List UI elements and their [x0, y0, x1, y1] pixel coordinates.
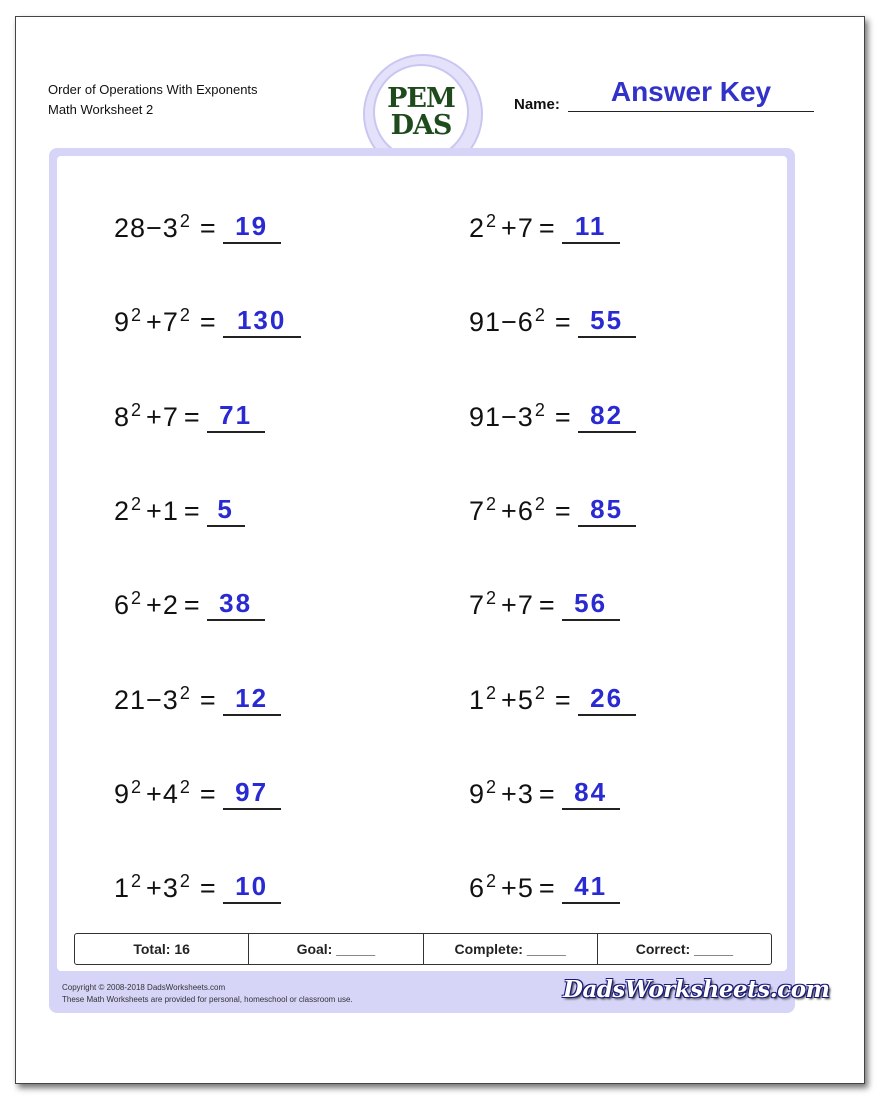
term: +7 [501, 213, 534, 243]
problem-8 [469, 487, 636, 527]
exponent: 2 [486, 588, 498, 608]
problem-12 [469, 676, 636, 716]
exponent: 2 [131, 400, 143, 420]
problem-14 [469, 770, 620, 810]
answer-blank[interactable]: 71 [207, 400, 265, 433]
equals-sign: = [538, 213, 556, 243]
equals-sign: = [183, 590, 201, 620]
exponent: 2 [131, 777, 143, 797]
name-value: Answer Key [610, 76, 772, 107]
goal-cell: Goal: _____ [249, 934, 423, 964]
term: 6 [114, 590, 131, 620]
equals-sign: = [554, 685, 572, 715]
term: +3 [501, 779, 534, 809]
term: 2 [469, 213, 486, 243]
term: 7 [469, 590, 486, 620]
problem-5 [114, 393, 265, 433]
term: +7 [501, 590, 534, 620]
term: 9 [114, 307, 131, 337]
exponent: 2 [534, 400, 546, 420]
exponent: 2 [131, 588, 143, 608]
exponent: 2 [179, 211, 191, 231]
answer-blank[interactable]: 82 [578, 400, 636, 433]
answer-blank[interactable]: 26 [578, 683, 636, 716]
term: +7 [146, 402, 179, 432]
problem-13 [114, 770, 281, 810]
exponent: 2 [534, 305, 546, 325]
equals-sign: = [554, 402, 572, 432]
term: +1 [146, 496, 179, 526]
answer-blank[interactable]: 85 [578, 494, 636, 527]
problem-10 [469, 581, 620, 621]
copyright-notice [62, 982, 353, 1006]
equals-sign: = [199, 873, 217, 903]
equals-sign: = [199, 779, 217, 809]
total-cell: Total: 16 [75, 934, 249, 964]
exponent: 2 [486, 871, 498, 891]
term: 1 [469, 685, 486, 715]
exponent: 2 [486, 211, 498, 231]
term: 91−3 [469, 402, 534, 432]
copyright-line: Copyright © 2008-2018 DadsWorksheets.com [62, 983, 226, 992]
term: 91−6 [469, 307, 534, 337]
problem-16 [469, 864, 620, 904]
term: +7 [146, 307, 179, 337]
equals-sign: = [554, 307, 572, 337]
answer-blank[interactable]: 38 [207, 588, 265, 621]
logo-text-line-1: PEM [387, 83, 455, 114]
answer-blank[interactable]: 97 [223, 777, 281, 810]
equals-sign: = [199, 213, 217, 243]
answer-blank[interactable]: 84 [562, 777, 620, 810]
equals-sign: = [183, 496, 201, 526]
problem-1 [114, 204, 281, 244]
title-line-1: Order of Operations With Exponents [48, 82, 258, 97]
usage-line: These Math Worksheets are provided for personal, homeschool or classroom use. [62, 995, 353, 1004]
exponent: 2 [179, 871, 191, 891]
answer-blank[interactable]: 56 [562, 588, 620, 621]
problem-11 [114, 676, 281, 716]
exponent: 2 [131, 305, 143, 325]
equals-sign: = [538, 590, 556, 620]
term: 6 [469, 873, 486, 903]
name-underline [568, 111, 814, 112]
exponent: 2 [534, 683, 546, 703]
exponent: 2 [534, 494, 546, 514]
problem-4 [469, 298, 636, 338]
worksheet-title [48, 80, 258, 120]
answer-blank[interactable]: 5 [207, 494, 245, 527]
exponent: 2 [486, 683, 498, 703]
problem-9 [114, 581, 265, 621]
term: 9 [469, 779, 486, 809]
answer-blank[interactable]: 11 [562, 211, 620, 244]
pemdas-logo-badge [373, 64, 469, 160]
equals-sign: = [183, 402, 201, 432]
exponent: 2 [131, 871, 143, 891]
exponent: 2 [486, 777, 498, 797]
problems-area [57, 156, 787, 971]
equals-sign: = [554, 496, 572, 526]
exponent: 2 [179, 683, 191, 703]
term: +3 [146, 873, 179, 903]
answer-blank[interactable]: 12 [223, 683, 281, 716]
problem-7 [114, 487, 245, 527]
equals-sign: = [538, 779, 556, 809]
exponent: 2 [179, 305, 191, 325]
term: 1 [114, 873, 131, 903]
dadsworksheets-logo[interactable]: DadsWorksheets.com [563, 976, 830, 1003]
exponent: 2 [179, 777, 191, 797]
logo-text-line-2: DAS [390, 110, 452, 141]
answer-blank[interactable]: 41 [562, 871, 620, 904]
term: 28−3 [114, 213, 179, 243]
exponent: 2 [131, 494, 143, 514]
term: +5 [501, 873, 534, 903]
problem-6 [469, 393, 636, 433]
term: 7 [469, 496, 486, 526]
answer-blank[interactable]: 10 [223, 871, 281, 904]
exponent: 2 [486, 494, 498, 514]
problem-3 [114, 298, 301, 338]
term: +4 [146, 779, 179, 809]
term: +5 [501, 685, 534, 715]
problem-2 [469, 204, 620, 244]
equals-sign: = [538, 873, 556, 903]
name-label: Name: [514, 96, 560, 113]
equals-sign: = [199, 685, 217, 715]
correct-cell: Correct: _____ [635, 941, 734, 957]
answer-blank[interactable]: 19 [223, 211, 281, 244]
answer-blank[interactable]: 55 [578, 305, 636, 338]
term: 9 [114, 779, 131, 809]
term: 21−3 [114, 685, 179, 715]
title-line-2: Math Worksheet 2 [48, 102, 154, 117]
problem-15 [114, 864, 281, 904]
equals-sign: = [199, 307, 217, 337]
complete-cell: Complete: _____ [424, 934, 598, 964]
answer-blank[interactable]: 130 [223, 305, 301, 338]
term: +2 [146, 590, 179, 620]
term: +6 [501, 496, 534, 526]
term: 2 [114, 496, 131, 526]
term: 8 [114, 402, 131, 432]
score-bar [74, 933, 772, 965]
